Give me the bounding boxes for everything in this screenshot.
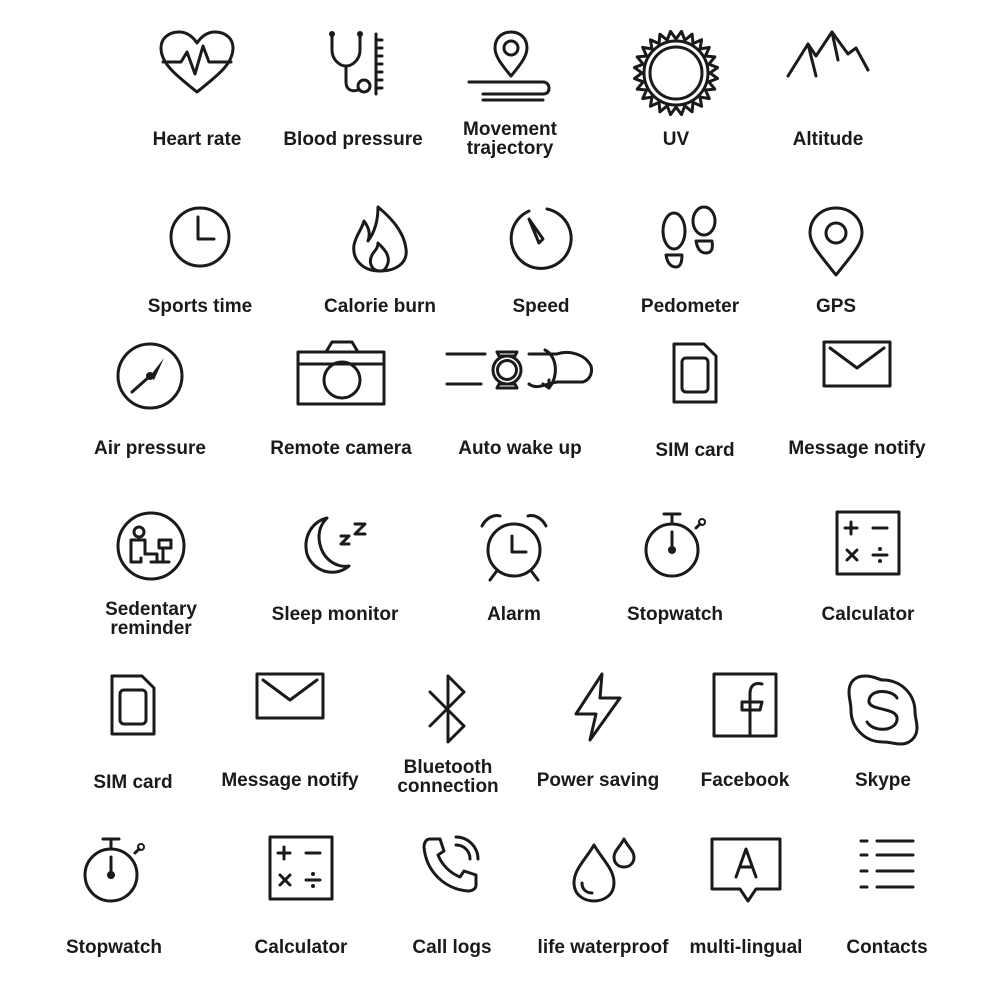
feature-label: UV xyxy=(662,129,690,150)
speedometer-icon xyxy=(507,205,575,273)
feature-label: GPS xyxy=(815,296,857,317)
feature-label: Stopwatch xyxy=(626,604,724,625)
skype-icon xyxy=(845,672,921,748)
feature-label: Pedometer xyxy=(640,296,740,317)
language-bubble-icon xyxy=(708,835,784,905)
feature-label: Message notify xyxy=(788,438,926,459)
feature-label: Skype xyxy=(855,770,911,791)
water-drops-icon xyxy=(568,835,638,905)
contacts-list-icon xyxy=(859,835,915,891)
feature-label: Call logs xyxy=(412,937,492,958)
envelope-icon xyxy=(255,672,325,720)
calculator-icon xyxy=(835,510,901,576)
feature-label: Alarm xyxy=(487,604,541,625)
feature-label: Message notify xyxy=(221,770,359,791)
feature-label: Bluetooth connection xyxy=(397,757,499,797)
phone-call-icon xyxy=(422,835,482,895)
envelope-icon xyxy=(822,340,892,388)
feature-label: life waterproof xyxy=(537,937,669,958)
sedentary-icon xyxy=(115,510,187,582)
bluetooth-icon xyxy=(426,672,470,746)
lightning-bolt-icon xyxy=(572,672,624,742)
feature-label: Calculator xyxy=(821,604,915,625)
flame-icon xyxy=(348,205,412,275)
alarm-clock-icon xyxy=(476,510,552,584)
stopwatch-icon xyxy=(642,510,708,580)
feature-label: Facebook xyxy=(700,770,790,791)
stopwatch-icon xyxy=(81,835,147,905)
wrist-watch-icon xyxy=(445,340,595,400)
location-pin-icon xyxy=(806,205,866,279)
feature-label: Sleep monitor xyxy=(271,604,399,625)
feature-label: Speed xyxy=(512,296,570,317)
feature-label: Sedentary reminder xyxy=(105,599,197,639)
barometer-icon xyxy=(114,340,186,412)
feature-label: Auto wake up xyxy=(458,438,582,459)
moon-sleep-icon xyxy=(297,510,373,580)
feature-label: Power saving xyxy=(536,770,660,791)
sim-card-icon xyxy=(108,672,158,738)
clock-icon xyxy=(168,205,232,269)
feature-label: SIM card xyxy=(655,440,735,461)
sim-card-icon xyxy=(670,340,720,406)
feature-label: Calculator xyxy=(254,937,348,958)
calculator-icon xyxy=(268,835,334,901)
feature-label: Air pressure xyxy=(94,438,206,459)
feature-label: Heart rate xyxy=(152,129,242,150)
feature-label: Calorie burn xyxy=(324,296,436,317)
feature-label: multi-lingual xyxy=(689,937,803,958)
camera-icon xyxy=(296,340,386,406)
feature-label: Movement trajectory xyxy=(463,119,557,159)
feature-label: Altitude xyxy=(792,129,864,150)
feature-label: Sports time xyxy=(147,296,253,317)
feature-label: Stopwatch xyxy=(65,937,163,958)
feature-label: Blood pressure xyxy=(283,129,423,150)
footprints-icon xyxy=(658,205,722,281)
feature-label: Contacts xyxy=(846,937,928,958)
feature-label: SIM card xyxy=(93,772,173,793)
feature-label: Remote camera xyxy=(270,438,412,459)
facebook-icon xyxy=(712,672,778,738)
